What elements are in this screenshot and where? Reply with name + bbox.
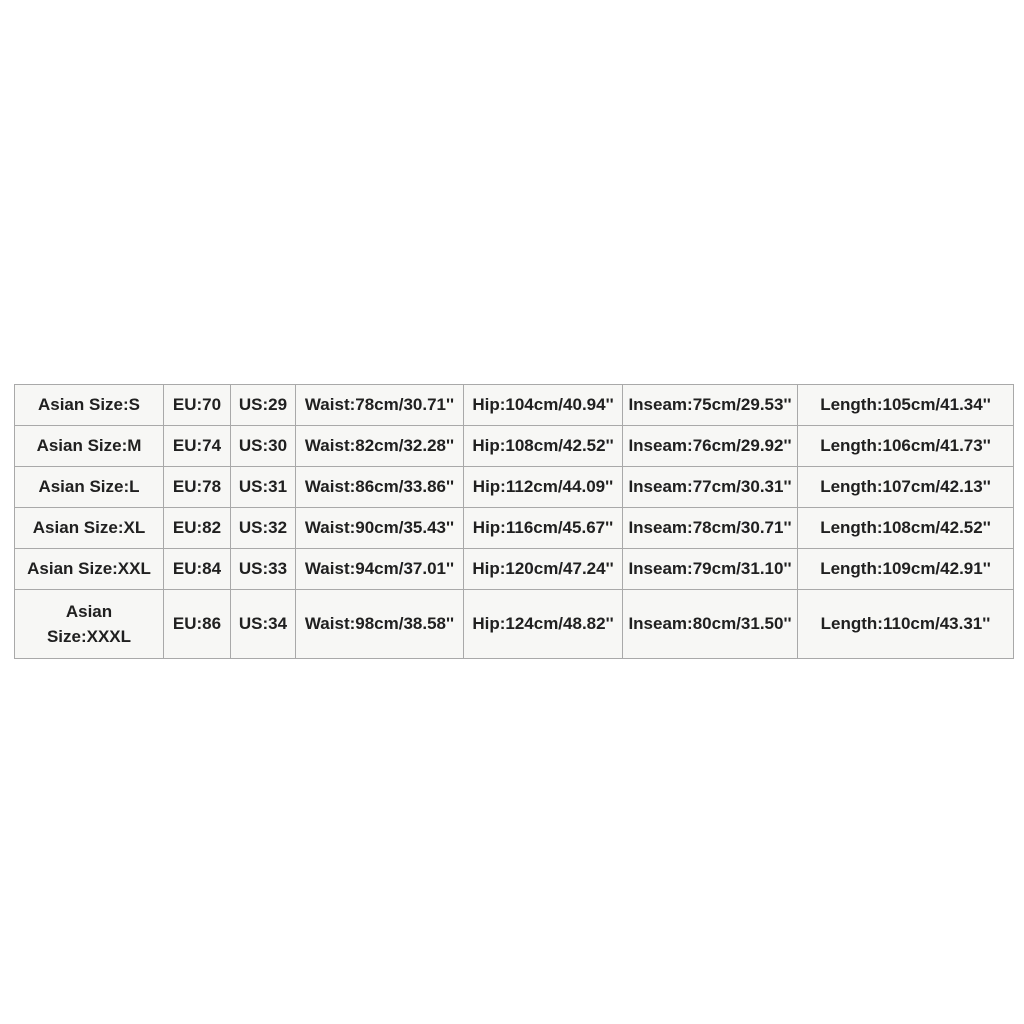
cell-size: Asian Size:XXXL	[15, 590, 164, 659]
cell-hip: Hip:120cm/47.24''	[464, 549, 623, 590]
cell-size: Asian Size:M	[15, 426, 164, 467]
cell-hip: Hip:124cm/48.82''	[464, 590, 623, 659]
cell-hip: Hip:112cm/44.09''	[464, 467, 623, 508]
size-chart-table	[14, 384, 1014, 659]
cell-waist: Waist:78cm/30.71''	[296, 385, 464, 426]
cell-inseam: Inseam:75cm/29.53''	[623, 385, 798, 426]
table-row-size-l	[15, 467, 1014, 508]
cell-eu: EU:86	[164, 590, 231, 659]
cell-waist: Waist:86cm/33.86''	[296, 467, 464, 508]
cell-length: Length:107cm/42.13''	[798, 467, 1014, 508]
cell-eu: EU:70	[164, 385, 231, 426]
cell-hip: Hip:104cm/40.94''	[464, 385, 623, 426]
cell-eu: EU:84	[164, 549, 231, 590]
cell-length: Length:106cm/41.73''	[798, 426, 1014, 467]
cell-waist: Waist:82cm/32.28''	[296, 426, 464, 467]
cell-size: Asian Size:L	[15, 467, 164, 508]
cell-hip: Hip:108cm/42.52''	[464, 426, 623, 467]
table-row-size-xxxl	[15, 590, 1014, 659]
cell-eu: EU:82	[164, 508, 231, 549]
cell-length: Length:108cm/42.52''	[798, 508, 1014, 549]
cell-us: US:33	[231, 549, 296, 590]
cell-eu: EU:74	[164, 426, 231, 467]
cell-inseam: Inseam:77cm/30.31''	[623, 467, 798, 508]
cell-length: Length:109cm/42.91''	[798, 549, 1014, 590]
cell-waist: Waist:98cm/38.58''	[296, 590, 464, 659]
cell-length: Length:105cm/41.34''	[798, 385, 1014, 426]
table-row-size-m	[15, 426, 1014, 467]
cell-us: US:31	[231, 467, 296, 508]
table-row-size-xxl	[15, 549, 1014, 590]
cell-waist: Waist:90cm/35.43''	[296, 508, 464, 549]
cell-size: Asian Size:S	[15, 385, 164, 426]
cell-us: US:29	[231, 385, 296, 426]
cell-us: US:32	[231, 508, 296, 549]
cell-inseam: Inseam:80cm/31.50''	[623, 590, 798, 659]
cell-size: Asian Size:XL	[15, 508, 164, 549]
cell-length: Length:110cm/43.31''	[798, 590, 1014, 659]
table-row-size-xl	[15, 508, 1014, 549]
cell-us: US:30	[231, 426, 296, 467]
table-row-size-s	[15, 385, 1014, 426]
cell-waist: Waist:94cm/37.01''	[296, 549, 464, 590]
cell-us: US:34	[231, 590, 296, 659]
cell-inseam: Inseam:79cm/31.10''	[623, 549, 798, 590]
cell-inseam: Inseam:78cm/30.71''	[623, 508, 798, 549]
cell-inseam: Inseam:76cm/29.92''	[623, 426, 798, 467]
cell-eu: EU:78	[164, 467, 231, 508]
cell-size: Asian Size:XXL	[15, 549, 164, 590]
cell-hip: Hip:116cm/45.67''	[464, 508, 623, 549]
